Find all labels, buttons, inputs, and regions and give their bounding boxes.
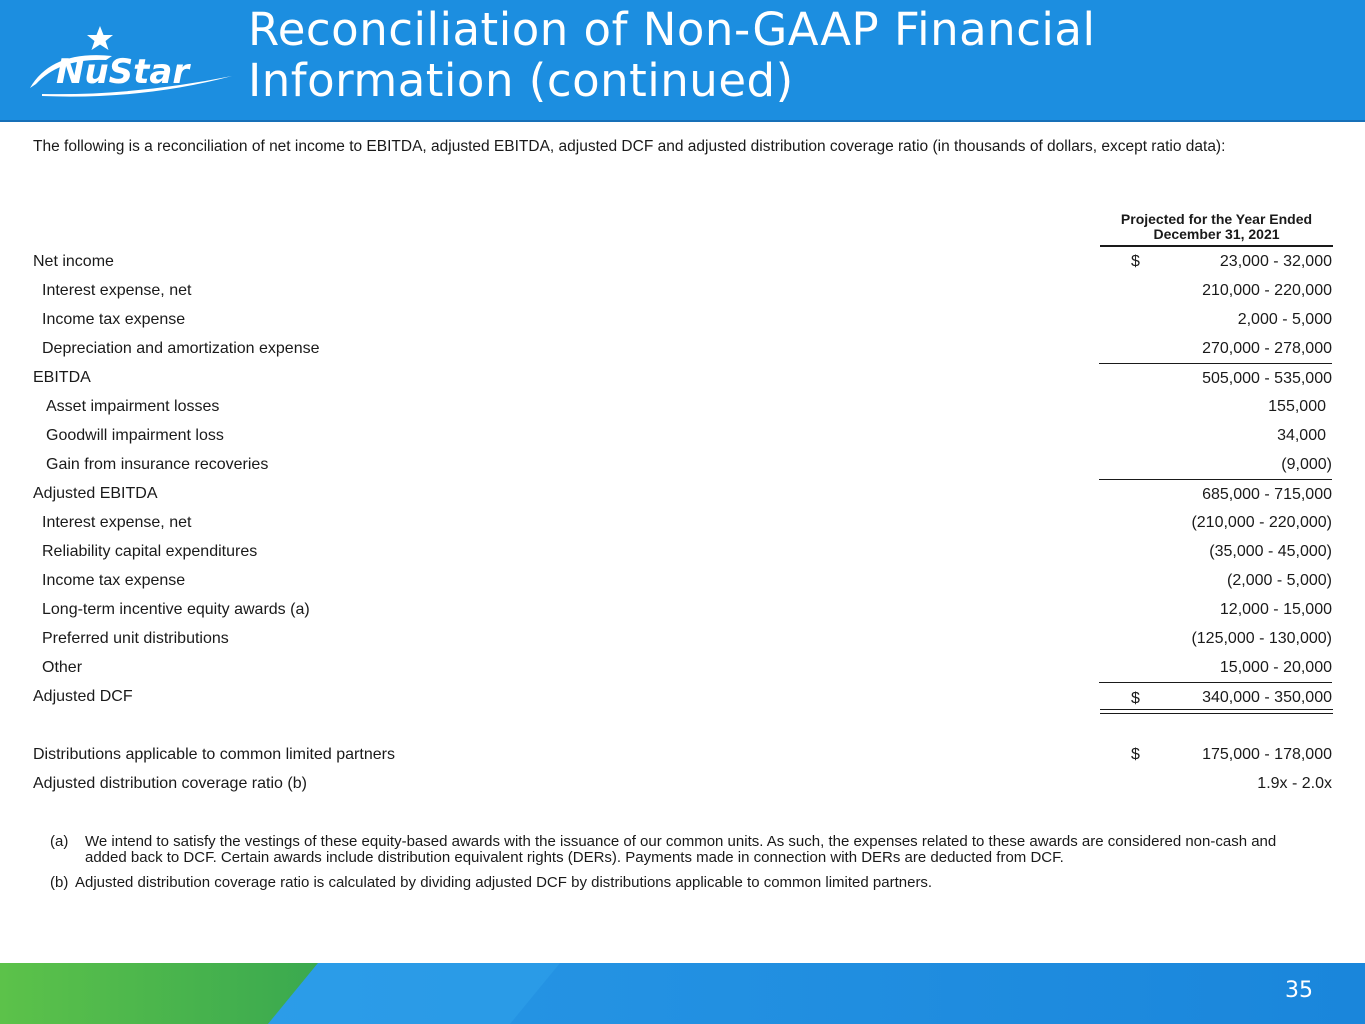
dollar-sign: $ <box>1131 253 1140 270</box>
table-row <box>0 452 1365 481</box>
row-label: Interest expense, net <box>42 514 192 531</box>
row-label: Distributions applicable to common limited partners <box>33 746 395 763</box>
table-row <box>0 655 1365 684</box>
row-label: Gain from insurance recoveries <box>46 456 269 473</box>
row-value: 1.9x - 2.0x <box>1257 775 1332 792</box>
footnote-mark: (b) <box>50 874 69 891</box>
footer-band <box>0 963 1365 1024</box>
table-row <box>0 510 1365 539</box>
footnote-b <box>50 875 1280 891</box>
table-row <box>0 336 1365 365</box>
table-row <box>0 278 1365 307</box>
row-value: 270,000 - 278,000 <box>1202 340 1332 357</box>
row-value: 175,000 - 178,000 <box>1202 746 1332 763</box>
table-row <box>0 626 1365 655</box>
column-header-line-1: Projected for the Year Ended <box>1120 211 1313 227</box>
table-row <box>0 597 1365 626</box>
row-value: (210,000 - 220,000) <box>1191 514 1332 531</box>
row-value: 2,000 - 5,000 <box>1237 311 1332 328</box>
nustar-logo-mark <box>22 22 237 102</box>
dollar-sign: $ <box>1131 746 1140 763</box>
title-line-2: Information (continued) <box>248 54 794 107</box>
row-label: Depreciation and amortization expense <box>42 340 320 357</box>
title-line-1: Reconciliation of Non-GAAP Financial <box>248 3 1096 56</box>
row-value: 12,000 - 15,000 <box>1219 601 1332 618</box>
table-row <box>0 307 1365 336</box>
row-label: Long-term incentive equity awards (a) <box>42 601 310 618</box>
table-row-subtotal <box>0 481 1365 510</box>
star-icon <box>87 26 113 50</box>
row-label: Income tax expense <box>42 572 186 589</box>
footnote-text: Adjusted distribution coverage ratio is calculated by dividing adjusted DCF by distributions applicable to common limited partners. <box>75 874 933 891</box>
row-label: Interest expense, net <box>42 282 192 299</box>
column-header <box>1100 212 1333 247</box>
column-header-line-2: December 31, 2021 <box>1153 226 1280 242</box>
table-row <box>0 423 1365 452</box>
row-label: Income tax expense <box>42 311 186 328</box>
nustar-logo <box>22 22 237 102</box>
table-row <box>0 539 1365 568</box>
page-number: 35 <box>1285 978 1313 1003</box>
table-row <box>0 771 1365 800</box>
row-label: Goodwill impairment loss <box>46 427 224 444</box>
dollar-sign: $ <box>1131 690 1140 707</box>
row-label: Net income <box>33 253 114 270</box>
row-label: Reliability capital expenditures <box>42 543 258 560</box>
row-value: (9,000) <box>1281 456 1332 473</box>
slide-footer <box>0 963 1365 1024</box>
footnote-text: We intend to satisfy the vestings of these equity-based awards with the issuance of our common units. As such, the expenses related to these awards are considered non-cash and added back to DCF. Certain awards include distribution equivalent rights (DERs). Payments made in connection with DERs are deducted from DCF. <box>85 833 1277 866</box>
row-value: (2,000 - 5,000) <box>1227 572 1332 589</box>
table-row <box>0 394 1365 423</box>
page-title <box>248 4 1096 106</box>
row-value: 210,000 - 220,000 <box>1202 282 1332 299</box>
row-value: 23,000 - 32,000 <box>1219 253 1332 270</box>
row-value: 34,000 <box>1277 427 1326 444</box>
table-row-subtotal <box>0 365 1365 394</box>
row-label: Adjusted DCF <box>33 688 133 705</box>
logo-text: NuStar <box>56 52 190 92</box>
row-label: Asset impairment losses <box>46 398 220 415</box>
row-value: 505,000 - 535,000 <box>1099 363 1332 392</box>
row-value: 340,000 - 350,000 <box>1099 682 1332 711</box>
slide-header <box>0 0 1365 122</box>
row-value: (35,000 - 45,000) <box>1209 543 1332 560</box>
footnote-mark: (a) <box>50 833 69 850</box>
footnote-a <box>50 834 1280 866</box>
row-value: 155,000 <box>1268 398 1326 415</box>
row-label: EBITDA <box>33 369 91 386</box>
table-row <box>0 742 1365 771</box>
double-underline <box>1100 709 1333 714</box>
intro-text: The following is a reconciliation of net income to EBITDA, adjusted EBITDA, adjusted DCF and adjusted distribution coverage ratio (in thousands of dollars, except ratio data): <box>33 138 1226 155</box>
table-row <box>0 249 1365 278</box>
row-value: 685,000 - 715,000 <box>1099 479 1332 508</box>
row-label: Other <box>42 659 83 676</box>
row-label: Adjusted distribution coverage ratio (b) <box>33 775 307 792</box>
row-label: Preferred unit distributions <box>42 630 229 647</box>
table-row <box>0 568 1365 597</box>
row-label: Adjusted EBITDA <box>33 485 158 502</box>
row-value: (125,000 - 130,000) <box>1191 630 1332 647</box>
footnotes <box>50 834 1280 900</box>
row-value: 15,000 - 20,000 <box>1219 659 1332 676</box>
